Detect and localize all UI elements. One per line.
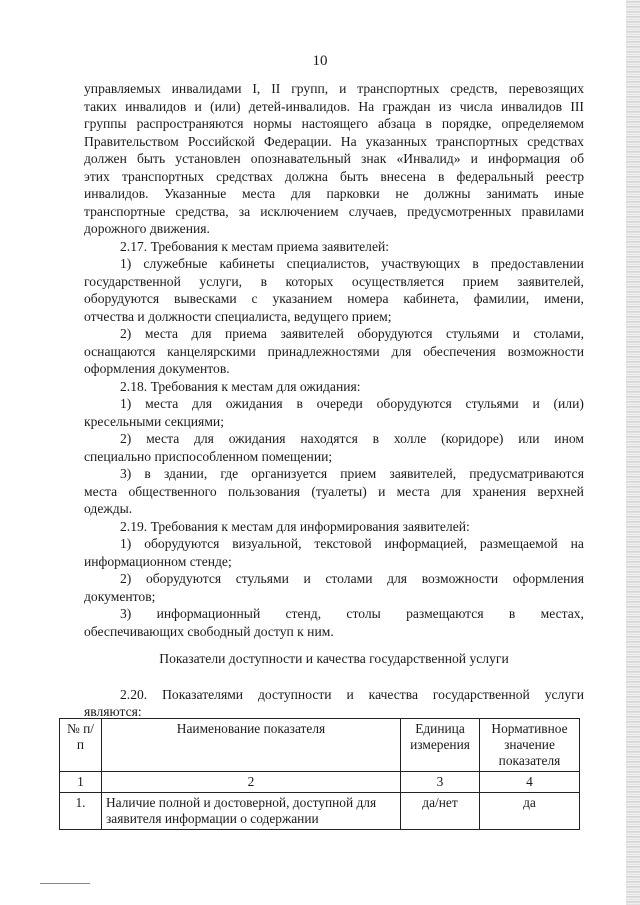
text-line: кресельными секциями; <box>84 413 224 429</box>
index-cell: 2 <box>102 772 401 793</box>
text-line: 2) места для ожидания находятся в холле (коридоре) или ином <box>120 431 584 446</box>
text-line: группы распространяются нормы настоящего абзаца в порядке, определяемом <box>84 116 584 131</box>
text-line: таких инвалидов и (или) детей-инвалидов. На граждан из числа инвалидов III <box>84 98 584 114</box>
section-title: 2.18. Требования к местам для ожидания: <box>120 378 361 394</box>
text-line: 3) в здании, где организуется прием заявителей, предусматриваются <box>120 466 584 481</box>
indicators-table <box>59 718 580 830</box>
text-line: документов; <box>84 588 156 604</box>
col-header-name: Наименование показателя <box>102 719 401 772</box>
text-line: являются: <box>84 704 142 719</box>
text-line: государственной услуги, в которых осуществляется прием заявителей, <box>84 273 584 289</box>
text-line: оснащаются канцелярскими принадлежностями для обеспечения возможности <box>84 343 584 359</box>
text-line: Правительством Российской Федерации. На указанных транспортных средствах <box>84 133 584 149</box>
text-line: этих транспортных средствах должна быть внесена в федеральный реестр <box>84 168 584 184</box>
text-line: управляемых инвалидами I, II групп, и транспортных средств, перевозящих <box>84 81 584 96</box>
text-line: информационном стенде; <box>84 553 232 569</box>
text-line: оформления документов. <box>84 361 230 376</box>
index-cell: 4 <box>480 772 580 793</box>
text-line: 1) служебные кабинеты специалистов, участвующих в предоставлении <box>120 256 584 271</box>
document-body <box>84 80 584 721</box>
text-line: одежды. <box>84 501 133 516</box>
text-line: отчества и должности специалиста, ведущего прием; <box>84 308 392 324</box>
scan-mark <box>40 883 90 884</box>
text-line: инвалидов. Указанные места для парковки не должны занимать иные <box>84 186 584 201</box>
col-header-num: № п/п <box>60 719 102 772</box>
text-line: 2.20. Показателями доступности и качества государственной услуги <box>120 686 584 702</box>
section-title: 2.19. Требования к местам для информирования заявителей: <box>120 518 470 534</box>
text-line: 1) оборудуются визуальной, текстовой информацией, размещаемой на <box>120 536 584 551</box>
text-line: 2) оборудуются стульями и столами для возможности оформления <box>120 571 584 586</box>
text-line: 1) места для ожидания в очереди оборудуются стульями и (или) <box>120 396 584 411</box>
text-line: 3) информационный стенд, столы размещаются в местах, <box>120 606 584 621</box>
page-number: 10 <box>312 53 328 69</box>
col-header-unit: Единица измерения <box>401 719 480 772</box>
section-heading: Показатели доступности и качества государственной услуги <box>159 651 509 666</box>
index-cell: 3 <box>401 772 480 793</box>
text-line: специально приспособленном помещении; <box>84 448 333 464</box>
row-num: 1. <box>60 793 102 830</box>
section-title: 2.17. Требования к местам приема заявителей: <box>120 238 390 254</box>
text-line: оборудуются вывесками с указанием номера кабинета, фамилии, имени, <box>84 291 584 306</box>
text-line: обеспечивающих свободный доступ к ним. <box>84 623 334 639</box>
text-line: дорожного движения. <box>84 221 210 236</box>
table-index-row <box>60 772 580 793</box>
row-norm: да <box>480 793 580 830</box>
index-cell: 1 <box>60 772 102 793</box>
row-unit: да/нет <box>401 793 480 830</box>
scan-edge <box>626 0 640 905</box>
row-name: Наличие полной и достоверной, доступной для заявителя информации о содержании <box>102 793 401 830</box>
text-line: места общественного пользования (туалеты) и места для хранения верхней <box>84 483 584 499</box>
table-row <box>60 793 580 830</box>
text-line: должен быть установлен опознавательный знак «Инвалид» и информация об <box>84 151 584 166</box>
text-line: 2) места для приема заявителей оборудуются стульями и столами, <box>120 326 584 341</box>
table-header-row <box>60 719 580 772</box>
col-header-norm: Нормативное значение показателя <box>480 719 580 772</box>
text-line: транспортные средства, за исключением случаев, предусмотренных правилами <box>84 203 584 219</box>
